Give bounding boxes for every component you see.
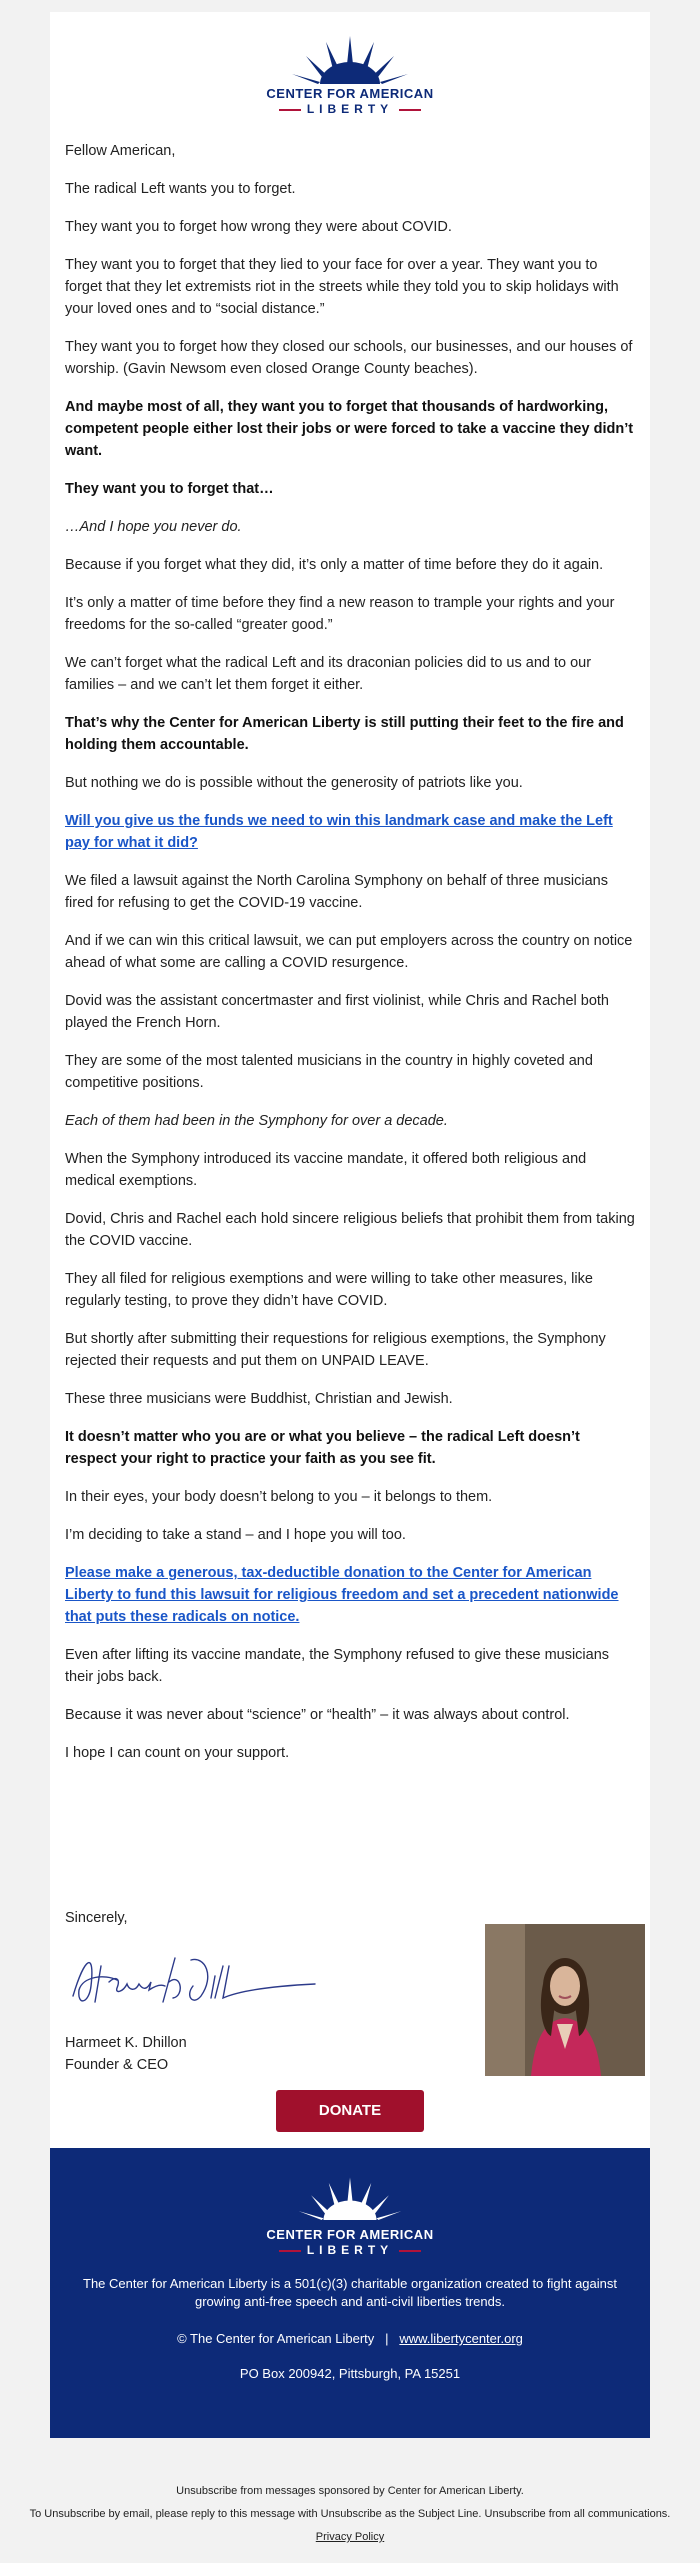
letter-paragraph: When the Symphony introduced its vaccine mandate, it offered both religious and medical exemptions. [65,1151,587,1189]
letter-paragraph: They are some of the most talented musicians in the country in highly coveted and competitive positions. [65,1053,593,1091]
brand-name-line1: CENTER FOR AMERICAN [266,86,434,101]
letter-paragraph: That’s why the Center for American Liberty is still putting their feet to the fire and holding them accountable. [65,715,624,753]
footer-address: PO Box 200942, Pittsburgh, PA 15251 [239,2366,461,2381]
letter-paragraph: In their eyes, your body doesn’t belong to you – it belongs to them. [65,1489,493,1505]
letter-paragraph: And if we can win this critical lawsuit, we can put employers across the country on notice ahead of what some are calling a COVID resurgence. [65,933,633,971]
letter-paragraph: Even after lifting its vaccine mandate, the Symphony refused to give these musicians their jobs back. [65,1647,610,1685]
unsubscribe-line2: To Unsubscribe by email, please reply to this message with Unsubscribe as the Subject Line. Unsubscribe from all communications. [29,2508,671,2520]
letter-paragraph: They want you to forget that… [65,481,274,497]
letter-paragraph: We filed a lawsuit against the North Carolina Symphony on behalf of three musicians fired for refusing to get the COVID-19 vaccine. [65,873,608,911]
signer-name: Harmeet K. Dhillon [65,2035,187,2051]
letter-paragraph: I’m deciding to take a stand – and I hope you will too. [65,1527,406,1543]
letter-paragraph: It’s only a matter of time before they find a new reason to trample your rights and your freedoms for the so-called “greater good.” [65,595,615,633]
footer-copyright: © The Center for American Liberty [177,2331,375,2346]
footer-description: The Center for American Liberty is a 501(c)(3) charitable organization created to fight against growing anti-free speech and anti-civil liberties trends. [83,2276,617,2309]
footer [50,2148,650,2438]
email-card [50,12,650,2148]
letter-paragraph: And maybe most of all, they want you to forget that thousands of hardworking, competent people either lost their jobs or were forced to take a vaccine they didn’t want. [65,399,634,459]
letter-paragraph: It doesn’t matter who you are or what you believe – the radical Left doesn’t respect your right to practice your faith as you see fit. [65,1429,580,1467]
letter-paragraph: Dovid, Chris and Rachel each hold sincere religious beliefs that prohibit them from taking the COVID vaccine. [65,1211,635,1249]
footer-brand-liberty: LIBERTY [306,2243,394,2257]
letter-paragraph: The radical Left wants you to forget. [65,181,296,197]
signoff-block [65,1910,635,2090]
sunburst-logo-icon [295,2174,405,2220]
signer-photo [485,1924,645,2076]
letter-paragraph: Each of them had been in the Symphony for over a decade. [65,1113,448,1129]
unsubscribe-block [0,2485,700,2554]
brand-name-line2 [50,102,650,116]
sunburst-logo-icon [290,32,410,84]
letter-paragraph: These three musicians were Buddhist, Christian and Jewish. [65,1391,453,1407]
footer-links [50,2331,650,2346]
letter-paragraph: Because if you forget what they did, it’s only a matter of time before they do it again. [65,557,604,573]
letter-paragraph: But nothing we do is possible without the generosity of patriots like you. [65,775,523,791]
donate-wrap [50,2090,650,2132]
donation-link[interactable]: Please make a generous, tax-deductible donation to the Center for American Liberty to fund this lawsuit for religious freedom and set a precedent nationwide that puts these radicals on notice. [65,1565,619,1625]
letter-paragraph: They all filed for religious exemptions and were willing to take other measures, like regularly testing, to prove they didn’t have COVID. [65,1271,593,1309]
letter-paragraph: They want you to forget how they closed our schools, our businesses, and our houses of worship. (Gavin Newsom even closed Orange County beaches). [65,339,633,377]
letter-paragraph: We can’t forget what the radical Left and its draconian policies did to us and to our families – and we can’t let them forget it either. [65,655,592,693]
letter-paragraph: …And I hope you never do. [65,519,242,535]
donation-link[interactable]: Will you give us the funds we need to win this landmark case and make the Left pay for what it did? [65,813,613,851]
letter-paragraph: But shortly after submitting their requestions for religious exemptions, the Symphony rejected their requests and put them on UNPAID LEAVE. [65,1331,606,1369]
footer-separator: | [385,2331,389,2346]
letter-paragraph: They want you to forget that they lied to your face for over a year. They want you to forget that they let extremists riot in the streets while they told you to skip holidays with your loved ones and to “social distance.” [65,257,619,317]
signer-title: Founder & CEO [65,2057,169,2073]
letter-paragraph: I hope I can count on your support. [65,1745,290,1761]
letter-paragraph: Fellow American, [65,143,176,159]
unsubscribe-line1: Unsubscribe from messages sponsored by Center for American Liberty. [176,2485,524,2497]
footer-brand-line2 [50,2243,650,2257]
privacy-policy-link[interactable]: Privacy Policy [315,2531,385,2543]
closing: Sincerely, [65,1910,128,1926]
brand-name-liberty: LIBERTY [306,102,394,116]
footer-website-link[interactable]: www.libertycenter.org [399,2331,523,2346]
handwritten-signature [65,1946,325,2016]
donation-link-paragraph [65,1562,635,1628]
footer-brand-line1: CENTER FOR AMERICAN [266,2227,434,2242]
donation-link-paragraph [65,810,635,854]
donate-button[interactable]: DONATE [276,2090,424,2132]
brand-logo [50,32,650,132]
letter-body [65,140,635,1780]
letter-paragraph: Because it was never about “science” or “health” – it was always about control. [65,1707,570,1723]
footer-logo [50,2148,650,2257]
letter-paragraph: Dovid was the assistant concertmaster and first violinist, while Chris and Rachel both played the French Horn. [65,993,609,1031]
signer-info [65,2032,187,2076]
letter-paragraph: They want you to forget how wrong they were about COVID. [65,219,452,235]
